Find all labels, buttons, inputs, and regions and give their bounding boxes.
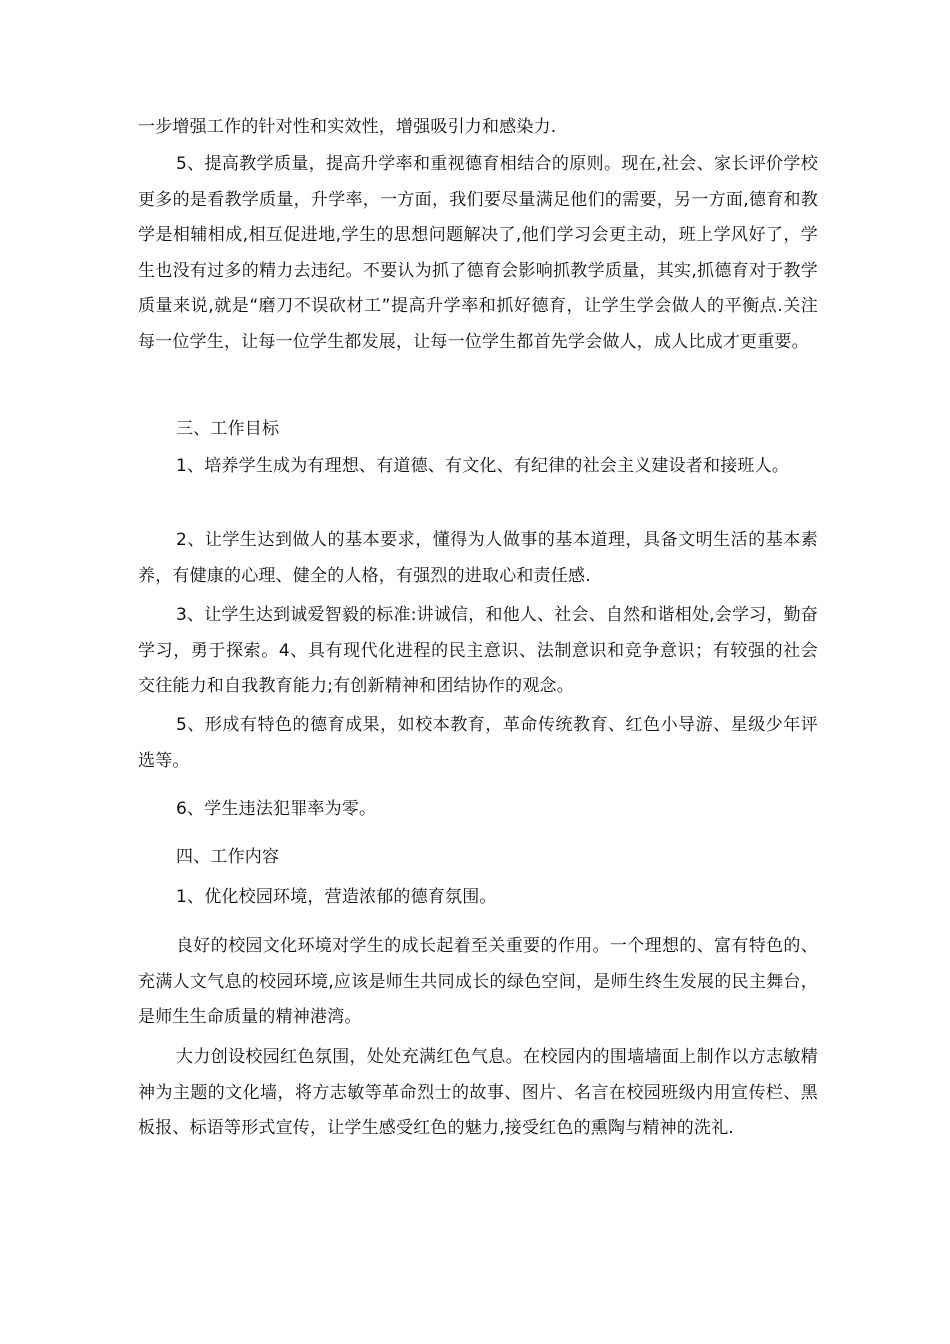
goal-item-5: 5、形成有特色的德育成果，如校本教育，革命传统教育、红色小导游、星级少年评选等。 [138, 715, 818, 771]
section-heading-content: 四、工作内容 [176, 847, 280, 867]
goal-item-2: 2、让学生达到做人的基本要求，懂得为人做事的基本道理，具备文明生活的基本素养，有健康的心理、健全的人格，有强烈的进取心和责任感. [138, 530, 818, 586]
section-heading-goals: 三、工作目标 [176, 419, 280, 439]
content-item-1: 1、优化校园环境，营造浓郁的德育氛围。 [176, 887, 497, 907]
paragraph-principle-5: 5、提高教学质量，提高升学率和重视德育相结合的原则。现在,社会、家长评价学校更多的是看教学质量，升学率，一方面，我们要尽量满足他们的需要，另一方面,德育和教学是相辅相成,相互促进地,学生的思想问题解决了,他们学习会更主动，班上学风好了，学生也没有过多的精力去违纪。不要认为抓了德育会影响抓教学质量，其实,抓德育对于教学质量来说,就是“磨刀不误砍材工”提高升学率和抓好德育，让学生学会做人的平衡点.关注每一位学生，让每一位学生都发展，让每一位学生都首先学会做人，成人比成才更重要。 [138, 154, 818, 352]
goal-item-3: 3、让学生达到诚爱智毅的标准:讲诚信，和他人、社会、自然和谐相处,会学习，勤奋学习，勇于探索。4、具有现代化进程的民主意识、法制意识和竞争意识；有较强的社会交往能力和自我教育能力;有创新精神和团结协作的观念。 [138, 605, 818, 696]
goal-item-1: 1、培养学生成为有理想、有道德、有文化、有纪律的社会主义建设者和接班人。 [176, 456, 790, 476]
paragraph-campus-culture: 良好的校园文化环境对学生的成长起着至关重要的作用。一个理想的、富有特色的、充满人文气息的校园环境,应该是师生共同成长的绿色空间，是师生终生发展的民主舞台，是师生生命质量的精神港湾。 [138, 936, 818, 1027]
paragraph-red-atmosphere: 大力创设校园红色氛围，处处充满红色气息。在校园内的围墙墙面上制作以方志敏精神为主题的文化墙，将方志敏等革命烈士的故事、图片、名言在校园班级内用宣传栏、黑板报、标语等形式宣传，让学生感受红色的魅力,接受红色的熏陶与精神的洗礼. [138, 1047, 818, 1138]
goal-item-6: 6、学生违法犯罪率为零。 [176, 799, 377, 819]
paragraph-continuation: 一步增强工作的针对性和实效性，增强吸引力和感染力. [138, 117, 557, 137]
